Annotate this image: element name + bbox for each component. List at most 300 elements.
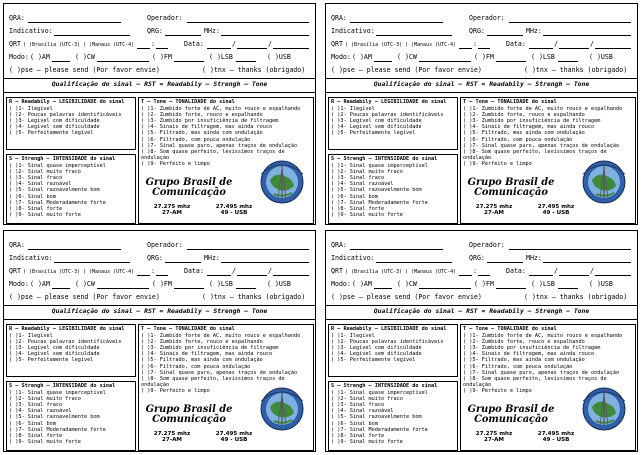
date-year-input[interactable] — [595, 275, 631, 276]
rst-option[interactable]: ( )8- Som quase perfeito, levíssimos traços de ondulação — [463, 149, 607, 162]
date-day-input[interactable] — [207, 275, 231, 276]
strength-box — [328, 154, 458, 224]
rst-option[interactable]: ( )5- Perfeitamente legível — [9, 130, 94, 137]
qra-label: QRA: — [331, 14, 347, 22]
mhz-input[interactable] — [543, 35, 631, 36]
modo-label: Modo: — [9, 280, 29, 288]
freq-right-mode: 49 - USB — [542, 437, 570, 444]
mode-lsb-line — [558, 61, 578, 62]
logo-line-1: Grupo Brasil de — [467, 177, 555, 188]
rst-option[interactable]: ( )2- Zumbido forte, rouco e espalhando — [463, 338, 585, 345]
separator-top — [4, 305, 315, 306]
date-slash-1: / — [232, 40, 236, 48]
date-slash-2: / — [590, 267, 594, 275]
qualificacao-title: Qualificação do sinal – RST = Readabily – Strengh – Tone — [51, 307, 268, 315]
rst-option[interactable]: ( )1- Ilegível — [9, 332, 53, 339]
rst-option[interactable]: ( )3- Zumbido por insuficiência de filtragem — [463, 345, 601, 351]
tnx-option[interactable]: ( )tnx – thanks (obrigado) — [524, 66, 628, 74]
qrg-input[interactable] — [165, 262, 201, 263]
date-slash-1: / — [232, 267, 236, 275]
rst-option[interactable]: ( )1- Zumbido forte de AC, muito rouco e espalhando — [141, 332, 301, 339]
freq-left — [144, 204, 200, 217]
logo-line-1: Grupo Brasil de — [145, 404, 233, 415]
freq-left — [466, 204, 522, 217]
rst-option[interactable]: ( )1- Ilegível — [331, 332, 375, 339]
rst-option[interactable]: ( )7- Sinal quase puro, apenas traços de ondulação — [141, 369, 298, 376]
rst-option[interactable]: ( )1- Sinal quase imperceptível — [331, 389, 428, 396]
mode-cw-option[interactable]: ( )CW — [75, 53, 95, 61]
qrt-label: QRT — [9, 40, 21, 48]
date-slash-1: / — [554, 267, 558, 275]
indicativo-input[interactable] — [54, 262, 130, 263]
modo-label: Modo: — [331, 53, 351, 61]
rst-option[interactable]: ( )8- Sinal forte — [9, 206, 63, 213]
qrg-input[interactable] — [165, 35, 201, 36]
operador-input[interactable] — [509, 249, 631, 250]
modo-label: Modo: — [9, 53, 29, 61]
mode-fm-option[interactable]: ( )FM — [474, 280, 494, 288]
globe-antenna-icon — [576, 158, 632, 204]
rst-option[interactable]: ( )6- Sinal bom — [9, 420, 56, 427]
rst-option[interactable]: ( )8- Som quase perfeito, levíssimos traços de ondulação — [141, 149, 285, 162]
freq-left-mhz: 27.275 mhz — [153, 431, 191, 437]
qrt-brasilia-option[interactable]: ( )Brasília (UTC-3) — [345, 268, 403, 275]
date-month-input[interactable] — [559, 275, 589, 276]
mode-lsb-option[interactable]: ( )LSB — [531, 53, 555, 61]
strength-box — [6, 381, 136, 451]
pse-option[interactable]: ( )pse – please send (Por favor envie) — [331, 66, 482, 74]
rst-option[interactable]: ( )3- Zumbido por insuficiência de filtragem — [141, 118, 279, 124]
strength-list — [329, 390, 457, 446]
rst-option[interactable]: ( )6- Filtrado, com pouca ondulação — [141, 363, 251, 370]
qrt-colon: : — [473, 267, 477, 275]
rst-option[interactable]: ( )9- Sinal muito forte — [9, 212, 81, 219]
freq-right — [528, 204, 584, 217]
rst-option[interactable]: ( )2- Poucas palavras identificáveis — [9, 111, 122, 118]
rst-option[interactable]: ( )4- Legível sem dificuldade — [331, 124, 422, 131]
operador-input[interactable] — [509, 22, 631, 23]
date-slash-2: / — [268, 40, 272, 48]
mode-lsb-option[interactable]: ( )LSB — [209, 53, 233, 61]
date-slash-2: / — [268, 267, 272, 275]
qrt-manaus-option[interactable]: ( )Manaus (UTC-4) — [83, 41, 135, 48]
modo-label: Modo: — [331, 280, 351, 288]
operador-label: Operador: — [469, 241, 505, 249]
qsl-card-3 — [3, 230, 316, 452]
rst-option[interactable]: ( )7- Sinal Moderadamente forte — [9, 426, 106, 433]
freq-left-mhz: 27.275 mhz — [475, 204, 513, 210]
operador-input[interactable] — [187, 249, 309, 250]
freq-left — [466, 431, 522, 444]
mhz-label: MHz: — [526, 27, 542, 35]
logo-line-2: Comunicação — [152, 187, 226, 198]
rst-option[interactable]: ( )2- Poucas palavras identificáveis — [331, 338, 444, 345]
strength-box — [328, 381, 458, 451]
mode-fm-line — [174, 61, 204, 62]
group-logo — [466, 387, 634, 449]
rst-option[interactable]: ( )3- Sinal fraco — [9, 175, 63, 181]
rst-option[interactable]: ( )3- Sinal fraco — [331, 175, 385, 181]
freq-left — [144, 431, 200, 444]
rst-option[interactable]: ( )4- Legível sem dificuldade — [9, 124, 100, 131]
qrt-label: QRT — [9, 267, 21, 275]
rst-option[interactable]: ( )4- Sinais de filtragem, mas ainda rouco — [463, 124, 595, 131]
qrt-minute-input[interactable] — [156, 48, 168, 49]
rst-option[interactable]: ( )9- Perfeito e limpo — [463, 388, 532, 395]
rst-option[interactable]: ( )7- Sinal Moderadamente forte — [331, 199, 428, 206]
freq-right-mhz: 27.495 mhz — [537, 431, 575, 437]
rst-option[interactable]: ( )1- Zumbido forte de AC, muito rouco e espalhando — [463, 332, 623, 339]
qra-input[interactable] — [28, 22, 121, 23]
qualificacao-title: Qualificação do sinal – RST = Readabily – Strengh – Tone — [373, 80, 590, 88]
rst-option[interactable]: ( )6- Sinal bom — [9, 193, 56, 200]
mhz-input[interactable] — [221, 262, 309, 263]
rst-option[interactable]: ( )8- Som quase perfeito, levíssimos traços de ondulação — [463, 376, 607, 389]
freq-right — [528, 431, 584, 444]
data-label: Data: — [506, 40, 526, 48]
rst-option[interactable]: ( )4- Sinais de filtragem, mas ainda rouco — [141, 351, 273, 358]
date-month-input[interactable] — [237, 275, 267, 276]
rst-option[interactable]: ( )2- Poucas palavras identificáveis — [331, 111, 444, 118]
rst-option[interactable]: ( )8- Sinal forte — [9, 433, 63, 440]
qrt-hour-input[interactable] — [137, 48, 150, 49]
separator-bottom — [326, 92, 637, 93]
readability-title: R – Readabily – LEGIBILIDADE do sinal — [331, 99, 447, 105]
mode-fm-option[interactable]: ( )FM — [152, 280, 172, 288]
rst-option[interactable]: ( )3- Zumbido por insuficiência de filtragem — [141, 345, 279, 351]
rst-option[interactable]: ( )4- Sinal razoável — [9, 408, 72, 415]
freq-left-mode: 27-AM — [161, 437, 182, 444]
qra-input[interactable] — [350, 22, 443, 23]
qrt-colon: : — [151, 267, 155, 275]
tnx-option[interactable]: ( )tnx – thanks (obrigado) — [524, 293, 628, 301]
qualificacao-title: Qualificação do sinal – RST = Readabily – Strengh – Tone — [373, 307, 590, 315]
mode-fm-option[interactable]: ( )FM — [474, 53, 494, 61]
qrt-brasilia-option[interactable]: ( )Brasília (UTC-3) — [23, 268, 81, 275]
date-slash-2: / — [590, 40, 594, 48]
rst-option[interactable]: ( )9- Perfeito e limpo — [463, 161, 532, 168]
qrt-minute-input[interactable] — [478, 48, 490, 49]
qrg-label: QRG: — [147, 254, 163, 262]
rst-option[interactable]: ( )3- Legível com dificuldade — [331, 345, 422, 351]
qra-input[interactable] — [28, 249, 121, 250]
pse-option[interactable]: ( )pse – please send (Por favor envie) — [9, 66, 160, 74]
rst-option[interactable]: ( )3- Zumbido por insuficiência de filtragem — [463, 118, 601, 124]
group-logo — [144, 160, 312, 222]
strength-list — [7, 163, 135, 219]
mode-am-line — [374, 61, 392, 62]
freq-left-mode: 27-AM — [483, 437, 504, 444]
rst-option[interactable]: ( )2- Poucas palavras identificáveis — [9, 338, 122, 345]
qra-label: QRA: — [9, 241, 25, 249]
rst-option[interactable]: ( )1- Sinal quase imperceptível — [331, 162, 428, 169]
separator-top — [326, 78, 637, 79]
qrt-minute-input[interactable] — [156, 275, 168, 276]
date-year-input[interactable] — [595, 48, 631, 49]
qrg-label: QRG: — [469, 254, 485, 262]
readability-box — [328, 97, 458, 150]
data-label: Data: — [184, 40, 204, 48]
rst-option[interactable]: ( )4- Legível sem dificuldade — [331, 351, 422, 358]
indicativo-label: Indicativo: — [331, 27, 375, 35]
date-month-input[interactable] — [559, 48, 589, 49]
rst-option[interactable]: ( )8- Sinal forte — [331, 433, 385, 440]
rst-option[interactable]: ( )1- Ilegível — [9, 105, 53, 112]
mode-fm-option[interactable]: ( )FM — [152, 53, 172, 61]
date-year-input[interactable] — [273, 275, 309, 276]
readability-box — [328, 324, 458, 377]
mode-cw-line — [97, 61, 149, 62]
rst-option[interactable]: ( )6- Filtrado, com pouca ondulação — [463, 136, 573, 143]
date-month-input[interactable] — [237, 48, 267, 49]
freq-right-mhz: 27.495 mhz — [215, 204, 253, 210]
mhz-input[interactable] — [543, 262, 631, 263]
readability-box — [6, 324, 136, 377]
tnx-option[interactable]: ( )tnx – thanks (obrigado) — [202, 66, 306, 74]
rst-option[interactable]: ( )2- Zumbido forte, rouco e espalhando — [463, 111, 585, 118]
strength-box — [6, 154, 136, 224]
qualificacao-title: Qualificação do sinal – RST = Readabily – Strengh – Tone — [51, 80, 268, 88]
qrt-manaus-option[interactable]: ( )Manaus (UTC-4) — [83, 268, 135, 275]
rst-option[interactable]: ( )5- Sinal razoavelmente bom — [9, 187, 100, 194]
qrt-hour-input[interactable] — [459, 48, 472, 49]
mhz-label: MHz: — [204, 254, 220, 262]
indicativo-input[interactable] — [54, 35, 130, 36]
mode-fm-line — [174, 288, 204, 289]
freq-right-mhz: 27.495 mhz — [537, 204, 575, 210]
mhz-input[interactable] — [221, 35, 309, 36]
qrt-brasilia-option[interactable]: ( )Brasília (UTC-3) — [23, 41, 81, 48]
freq-right-mode: 49 - USB — [220, 210, 248, 217]
mode-lsb-line — [236, 61, 256, 62]
globe-antenna-icon — [254, 385, 310, 431]
rst-option[interactable]: ( )3- Legível com dificuldade — [9, 118, 100, 124]
mode-lsb-option[interactable]: ( )LSB — [531, 280, 555, 288]
qrt-brasilia-option[interactable]: ( )Brasília (UTC-3) — [345, 41, 403, 48]
globe-antenna-icon — [576, 385, 632, 431]
qrt-hour-input[interactable] — [459, 275, 472, 276]
freq-left-mode: 27-AM — [483, 210, 504, 217]
rst-option[interactable]: ( )2- Sinal muito fraco — [331, 168, 403, 175]
pse-option[interactable]: ( )pse – please send (Por favor envie) — [9, 293, 160, 301]
mhz-label: MHz: — [204, 27, 220, 35]
rst-option[interactable]: ( )2- Zumbido forte, rouco e espalhando — [141, 111, 263, 118]
tone-title: T – Tone – TONALIDADE do sinal — [141, 326, 235, 332]
readability-title: R – Readabily – LEGIBILIDADE do sinal — [9, 326, 125, 332]
readability-list — [329, 106, 457, 137]
tone-title: T – Tone – TONALIDADE do sinal — [141, 99, 235, 105]
strength-title: S – Strengh – INTENSIDADE do sinal — [331, 156, 438, 162]
operador-label: Operador: — [147, 14, 183, 22]
rst-option[interactable]: ( )4- Sinal razoável — [9, 181, 72, 188]
qrg-input[interactable] — [487, 262, 523, 263]
group-logo — [144, 387, 312, 449]
rst-option[interactable]: ( )9- Sinal muito forte — [9, 439, 81, 446]
qrg-label: QRG: — [147, 27, 163, 35]
rst-option[interactable]: ( )5- Filtrado, mas ainda com ondulação — [463, 130, 585, 137]
rst-option[interactable]: ( )7- Sinal quase puro, apenas traços de ondulação — [463, 142, 620, 149]
mode-usb-option[interactable]: ( )USB — [589, 53, 613, 61]
readability-box — [6, 97, 136, 150]
rst-option[interactable]: ( )7- Sinal Moderadamente forte — [9, 199, 106, 206]
operador-label: Operador: — [469, 14, 505, 22]
mode-cw-line — [97, 288, 149, 289]
rst-option[interactable]: ( )8- Sinal forte — [331, 206, 385, 213]
mode-cw-line — [419, 61, 471, 62]
freq-right-mode: 49 - USB — [220, 437, 248, 444]
mode-usb-option[interactable]: ( )USB — [267, 53, 291, 61]
rst-option[interactable]: ( )6- Sinal bom — [331, 420, 378, 427]
date-day-input[interactable] — [529, 275, 553, 276]
qrt-hour-input[interactable] — [137, 275, 150, 276]
rst-option[interactable]: ( )5- Sinal razoavelmente bom — [331, 187, 422, 194]
rst-option[interactable]: ( )7- Sinal quase puro, apenas traços de ondulação — [463, 369, 620, 376]
strength-title: S – Strengh – INTENSIDADE do sinal — [9, 156, 116, 162]
mhz-label: MHz: — [526, 254, 542, 262]
rst-option[interactable]: ( )6- Filtrado, com pouca ondulação — [463, 363, 573, 370]
freq-left-mode: 27-AM — [161, 210, 182, 217]
mode-fm-line — [496, 288, 526, 289]
freq-right — [206, 431, 262, 444]
rst-option[interactable]: ( )9- Sinal muito forte — [331, 439, 403, 446]
indicativo-input[interactable] — [376, 262, 452, 263]
freq-left-mhz: 27.275 mhz — [153, 204, 191, 210]
data-label: Data: — [184, 267, 204, 275]
readability-list — [329, 333, 457, 364]
separator-top — [326, 305, 637, 306]
rst-option[interactable]: ( )1- Zumbido forte de AC, muito rouco e espalhando — [141, 105, 301, 112]
rst-option[interactable]: ( )6- Filtrado, com pouca ondulação — [141, 136, 251, 143]
qra-label: QRA: — [331, 241, 347, 249]
qrt-minute-input[interactable] — [478, 275, 490, 276]
mode-am-option[interactable]: ( )AM — [30, 53, 50, 61]
rst-option[interactable]: ( )9- Perfeito e limpo — [141, 161, 210, 168]
operador-label: Operador: — [147, 241, 183, 249]
mode-lsb-line — [236, 288, 256, 289]
qsl-card-4 — [325, 230, 638, 452]
rst-option[interactable]: ( )5- Filtrado, mas ainda com ondulação — [463, 357, 585, 364]
rst-option[interactable]: ( )4- Legível sem dificuldade — [9, 351, 100, 358]
qra-input[interactable] — [350, 249, 443, 250]
mode-am-option[interactable]: ( )AM — [30, 280, 50, 288]
rst-option[interactable]: ( )7- Sinal Moderadamente forte — [331, 426, 428, 433]
mode-cw-option[interactable]: ( )CW — [75, 280, 95, 288]
readability-title: R – Readabily – LEGIBILIDADE do sinal — [9, 99, 125, 105]
tnx-option[interactable]: ( )tnx – thanks (obrigado) — [202, 293, 306, 301]
rst-option[interactable]: ( )2- Zumbido forte, rouco e espalhando — [141, 338, 263, 345]
date-day-input[interactable] — [529, 48, 553, 49]
rst-option[interactable]: ( )2- Sinal muito fraco — [331, 395, 403, 402]
logo-line-2: Comunicação — [474, 187, 548, 198]
qrt-label: QRT — [331, 40, 343, 48]
date-day-input[interactable] — [207, 48, 231, 49]
rst-option[interactable]: ( )2- Sinal muito fraco — [9, 395, 81, 402]
qsl-card-2 — [325, 3, 638, 225]
rst-option[interactable]: ( )4- Sinal razoável — [331, 408, 394, 415]
rst-option[interactable]: ( )5- Filtrado, mas ainda com ondulação — [141, 130, 263, 137]
rst-option[interactable]: ( )9- Sinal muito forte — [331, 212, 403, 219]
qrg-label: QRG: — [469, 27, 485, 35]
freq-right — [206, 204, 262, 217]
separator-top — [4, 78, 315, 79]
separator-bottom — [4, 92, 315, 93]
date-year-input[interactable] — [273, 48, 309, 49]
rst-option[interactable]: ( )5- Filtrado, mas ainda com ondulação — [141, 357, 263, 364]
rst-option[interactable]: ( )4- Sinais de filtragem, mas ainda rouco — [463, 351, 595, 358]
qrt-manaus-option[interactable]: ( )Manaus (UTC-4) — [405, 41, 457, 48]
rst-option[interactable]: ( )4- Sinais de filtragem, mas ainda rouco — [141, 124, 273, 131]
indicativo-input[interactable] — [376, 35, 452, 36]
rst-option[interactable]: ( )2- Sinal muito fraco — [9, 168, 81, 175]
rst-option[interactable]: ( )3- Sinal fraco — [331, 402, 385, 408]
date-slash-1: / — [554, 40, 558, 48]
rst-option[interactable]: ( )1- Ilegível — [331, 105, 375, 112]
qrt-manaus-option[interactable]: ( )Manaus (UTC-4) — [405, 268, 457, 275]
rst-option[interactable]: ( )1- Sinal quase imperceptível — [9, 162, 106, 169]
mode-usb-option[interactable]: ( )USB — [589, 280, 613, 288]
rst-option[interactable]: ( )5- Perfeitamente legível — [9, 357, 94, 364]
rst-option[interactable]: ( )8- Som quase perfeito, levíssimos traços de ondulação — [141, 376, 285, 389]
freq-right-mode: 49 - USB — [542, 210, 570, 217]
rst-option[interactable]: ( )3- Legível com dificuldade — [9, 345, 100, 351]
mode-lsb-line — [558, 288, 578, 289]
rst-option[interactable]: ( )5- Sinal razoavelmente bom — [9, 414, 100, 421]
strength-list — [7, 390, 135, 446]
rst-option[interactable]: ( )4- Sinal razoável — [331, 181, 394, 188]
separator-bottom — [326, 319, 637, 320]
freq-left-mhz: 27.275 mhz — [475, 431, 513, 437]
mode-cw-line — [419, 288, 471, 289]
rst-option[interactable]: ( )5- Perfeitamente legível — [331, 130, 416, 137]
rst-option[interactable]: ( )6- Sinal bom — [331, 193, 378, 200]
separator-bottom — [4, 319, 315, 320]
rst-option[interactable]: ( )3- Legível com dificuldade — [331, 118, 422, 124]
qrg-input[interactable] — [487, 35, 523, 36]
logo-line-2: Comunicação — [474, 414, 548, 425]
pse-option[interactable]: ( )pse – please send (Por favor envie) — [331, 293, 482, 301]
mode-am-line — [374, 288, 392, 289]
strength-list — [329, 163, 457, 219]
rst-option[interactable]: ( )1- Sinal quase imperceptível — [9, 389, 106, 396]
logo-line-1: Grupo Brasil de — [145, 177, 233, 188]
globe-antenna-icon — [254, 158, 310, 204]
rst-option[interactable]: ( )1- Zumbido forte de AC, muito rouco e espalhando — [463, 105, 623, 112]
mode-cw-option[interactable]: ( )CW — [397, 280, 417, 288]
mode-cw-option[interactable]: ( )CW — [397, 53, 417, 61]
readability-list — [7, 333, 135, 364]
mode-am-line — [52, 288, 70, 289]
rst-option[interactable]: ( )9- Perfeito e limpo — [141, 388, 210, 395]
mode-lsb-option[interactable]: ( )LSB — [209, 280, 233, 288]
group-logo — [466, 160, 634, 222]
mode-usb-option[interactable]: ( )USB — [267, 280, 291, 288]
logo-line-2: Comunicação — [152, 414, 226, 425]
rst-option[interactable]: ( )5- Perfeitamente legível — [331, 357, 416, 364]
mode-am-option[interactable]: ( )AM — [352, 280, 372, 288]
qrt-colon: : — [473, 40, 477, 48]
operador-input[interactable] — [187, 22, 309, 23]
rst-option[interactable]: ( )3- Sinal fraco — [9, 402, 63, 408]
freq-right-mhz: 27.495 mhz — [215, 431, 253, 437]
data-label: Data: — [506, 267, 526, 275]
strength-title: S – Strengh – INTENSIDADE do sinal — [331, 383, 438, 389]
rst-option[interactable]: ( )7- Sinal quase puro, apenas traços de ondulação — [141, 142, 298, 149]
qrt-colon: : — [151, 40, 155, 48]
readability-list — [7, 106, 135, 137]
mode-am-option[interactable]: ( )AM — [352, 53, 372, 61]
logo-line-1: Grupo Brasil de — [467, 404, 555, 415]
rst-option[interactable]: ( )5- Sinal razoavelmente bom — [331, 414, 422, 421]
